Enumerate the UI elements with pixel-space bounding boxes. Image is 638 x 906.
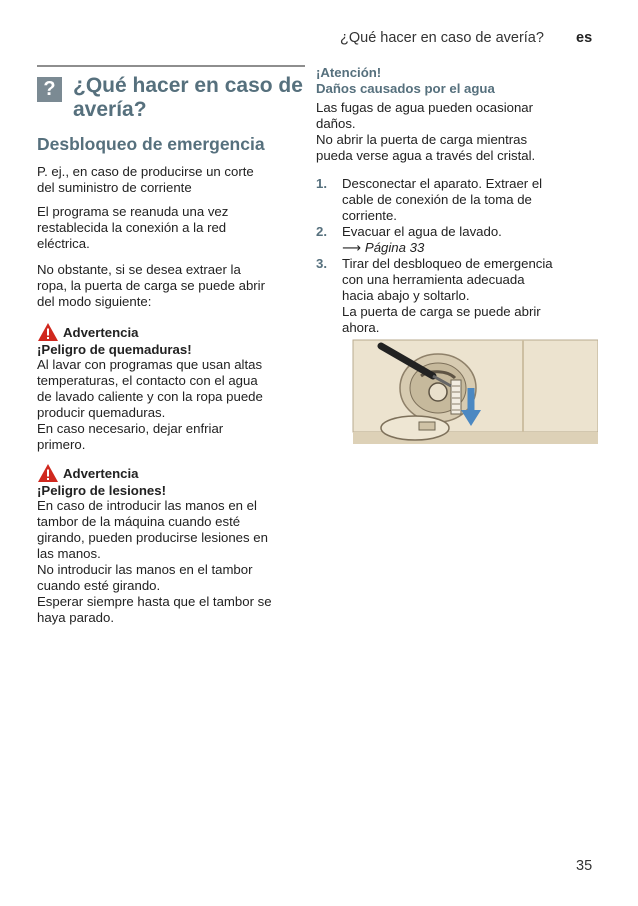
running-header-title: ¿Qué hacer en caso de avería? [340, 30, 544, 46]
paragraph-power-cut: P. ej., en caso de producirse un corte del suministro de corriente [37, 164, 254, 195]
attention-heading: ¡Atención! Daños causados por el agua [316, 65, 495, 96]
warning-heading: ¡Peligro de lesiones! [37, 483, 166, 498]
page-title [73, 74, 305, 122]
language-code: es [576, 30, 593, 46]
emergency-release-illustration [333, 336, 598, 444]
steps-list [316, 176, 598, 336]
title-rule [37, 65, 305, 67]
warning-heading: ¡Peligro de quemaduras! [37, 342, 192, 357]
page-number: 35 [576, 858, 593, 874]
subsection-title: Desbloqueo de emergencia [37, 134, 265, 154]
paragraph-open-door: No obstante, si se desea extraer la ropa, la puerta de carga se puede abrir del modo siguiente: [37, 262, 265, 309]
page-reference-link[interactable]: ⟶ Página 33 [342, 240, 425, 255]
step-number: 3. [316, 256, 327, 271]
attention-text: Las fugas de agua pueden ocasionar daños. No abrir la puerta de carga mientras pueda verse agua a través del cristal. [316, 100, 536, 163]
section-heading [37, 74, 305, 122]
paragraph-resume: El programa se reanuda una vez restablecida la conexión a la red eléctrica. [37, 204, 229, 251]
left-column [37, 65, 305, 626]
step-number: 2. [316, 224, 327, 239]
warning-triangle-icon [37, 463, 59, 483]
step-number: 1. [316, 176, 327, 191]
warning-burns [37, 322, 305, 453]
right-column [316, 65, 598, 336]
warning-text: Al lavar con programas que usan altas temperaturas, el contacto con el agua de lavado caliente y con la ropa puede producir quemaduras. En caso necesario, dejar enfriar primero. [37, 357, 263, 452]
list-item: 3. Tirar del desbloqueo de emergencia con una herramienta adecuada hacia abajo y soltarlo. La puerta de carga se puede abrir ahora. [316, 256, 553, 335]
warning-injuries [37, 463, 305, 626]
list-item: 2. Evacuar el agua de lavado. ⟶ Página 33 [316, 224, 502, 255]
warning-label: Advertencia [63, 324, 139, 340]
list-item: 1. Desconectar el aparato. Extraer el cable de conexión de la toma de corriente. [316, 176, 543, 223]
warning-label: Advertencia [63, 465, 139, 481]
title-line-1: ¿Qué hacer en caso de [73, 74, 303, 97]
arrow-right-icon: ⟶ [342, 240, 361, 255]
title-line-2: avería? [73, 98, 147, 121]
warning-text: En caso de introducir las manos en el tambor de la máquina cuando esté girando, pueden producirse lesiones en las manos. No introducir las manos en el tambor cuando esté girando. Esperar siempre hasta que el tambor se haya parado. [37, 498, 272, 625]
warning-triangle-icon [37, 322, 59, 342]
question-mark-icon: ? [37, 77, 62, 102]
